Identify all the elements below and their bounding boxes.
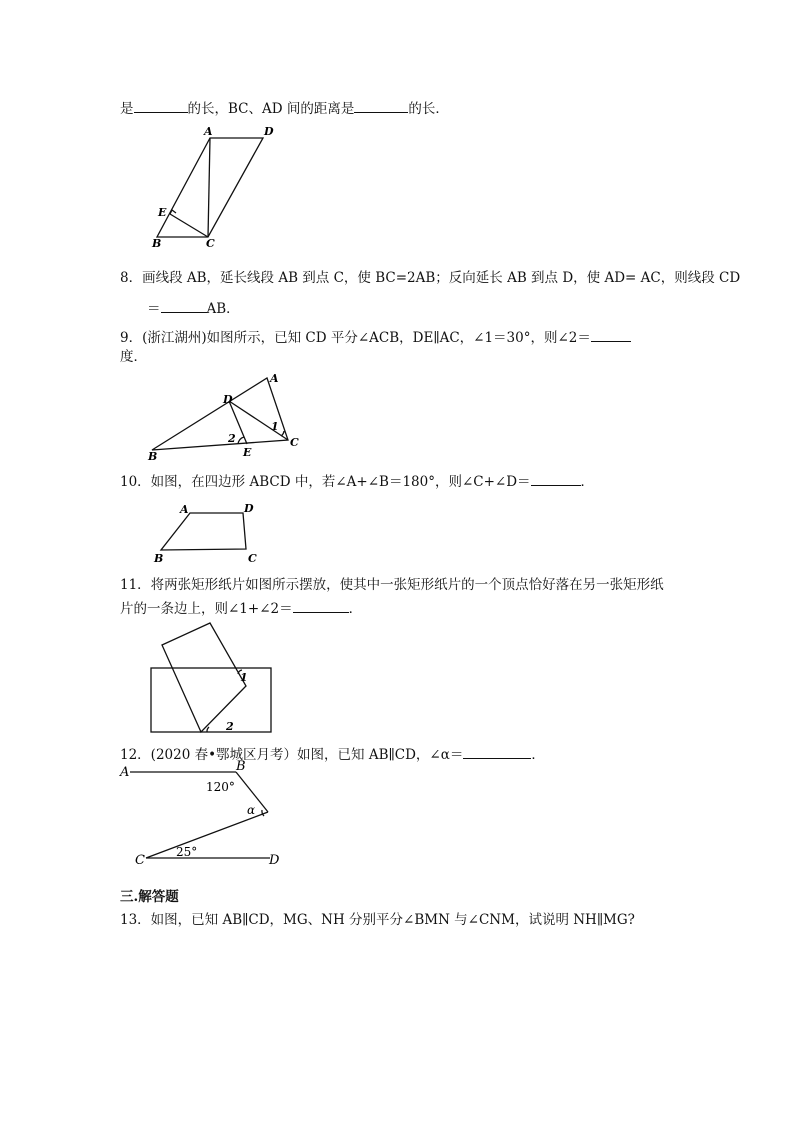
angle-alpha-label: α [247,803,256,817]
figure-parallel-lines-angle [118,760,288,870]
angle-1-label: 1 [240,671,248,684]
label-A: A [270,372,279,385]
q11-line1: 11．将两张矩形纸片如图所示摆放，使其中一张矩形纸片的一个顶点恰好落在另一张矩形纸 [120,577,664,593]
label-C: C [290,436,299,449]
angle-2-label: 2 [228,432,236,445]
q8-line2: ＝ AB． [147,301,240,317]
label-A: A [120,765,130,780]
angle-120-label: 120° [206,780,235,794]
figure-quadrilateral [148,500,268,566]
angle-2-label: 2 [226,720,234,733]
q7-tail-line: 是 的长，BC、AD 间的距离是 的长． [120,101,449,117]
angle-1-label: 1 [271,420,279,433]
q11-line2: 片的一条边上，则∠1+∠2＝ ． [120,601,363,617]
label-B: B [148,450,158,462]
q8-line1: 8．画线段 AB，延长线段 AB 到点 C，使 BC=2AB；反向延长 AB 到点 D，使 AD= AC，则线段 CD [120,270,741,286]
angle-25-label: 25° [176,845,198,859]
label-A: A [204,125,213,138]
label-E: E [158,206,167,219]
q13-line: 13．如图，已知 AB∥CD，MG、NH 分别平分∠BMN 与∠CNM，试说明 NH∥MG? [120,912,635,928]
answer-blank[interactable] [354,99,408,113]
figure-two-rectangles [145,618,280,738]
q12-line: 12．(2020 春•鄂城区月考）如图，已知 AB∥CD，∠α＝ ． [120,747,545,763]
label-C: C [248,552,257,565]
answer-blank[interactable] [134,99,188,113]
label-B: B [236,760,246,774]
label-C: C [206,237,215,250]
label-D: D [244,502,254,515]
q9-line1: 9．(浙江湖州)如图所示，已知 CD 平分∠ACB，DE∥AC，∠1＝30°，则∠2＝ [120,328,631,347]
label-D: D [223,393,233,406]
label-B: B [154,552,164,565]
answer-blank[interactable] [463,745,531,759]
q10-line: 10．如图，在四边形 ABCD 中，若∠A+∠B＝180°，则∠C+∠D＝ ． [120,474,595,490]
label-A: A [180,503,189,516]
answer-blank[interactable] [161,299,207,313]
label-D: D [264,125,274,138]
label-B: B [152,237,162,250]
figure-parallelogram [140,125,280,255]
label-D: D [269,853,280,868]
figure-triangle-bisector [140,370,310,462]
label-E: E [243,446,252,459]
section-heading: 三.解答题 [120,889,179,905]
answer-blank[interactable] [531,472,581,486]
answer-blank[interactable] [591,328,631,342]
q9-line2: 度． [120,349,147,365]
answer-blank[interactable] [293,599,349,613]
label-C: C [135,853,145,868]
